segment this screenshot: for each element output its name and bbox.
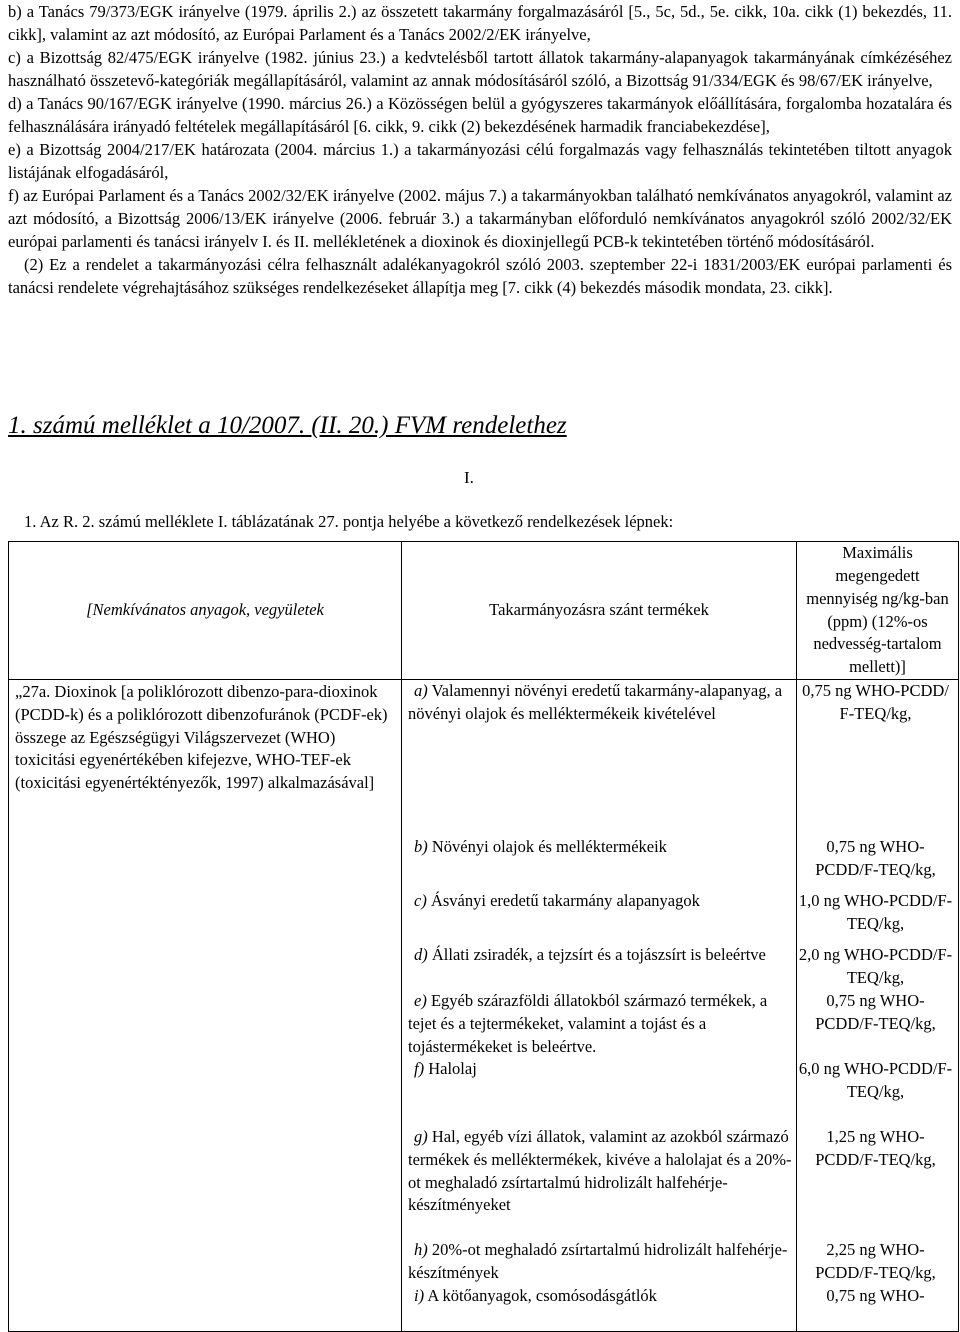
product-item (408, 990, 796, 1058)
header-substances: [Nemkívánatos anyagok, vegyületek (9, 542, 402, 680)
product-item-text: Ásványi eredetű takarmány alapanyagok (430, 891, 700, 910)
value-item: 2,25 ng WHO-PCDD/F-TEQ/kg, (815, 1240, 936, 1282)
product-item-text: A kötőanyagok, csomósodásgátlók (427, 1286, 657, 1305)
product-item-letter: e) (414, 991, 427, 1010)
product-item-letter: b) (414, 837, 428, 856)
value-item: 0,75 ng WHO-PCDD/ F-TEQ/kg, (802, 681, 949, 723)
annex-heading: 1. számú melléklet a 10/2007. (II. 20.) FVM rendelethez (8, 412, 567, 439)
intro-sentence: 1. Az R. 2. számú melléklete I. táblázatának 27. pontja helyébe a következő rendelkezések lépnek: (24, 512, 674, 531)
paragraph-2: (2) Ez a rendelet a takarmányozási célra felhasznált adalékanyagokról szóló 2003. szeptember 22-i 1831/2003/EK európai parlamenti és tanácsi rendelete végrehajtásához szükséges rendelkezéseket állapítja meg [7. cikk (4) bekezdés második mondata, 23. cikk]. (8, 255, 952, 297)
value-item: 2,0 ng WHO-PCDD/F-TEQ/kg, (798, 945, 953, 987)
substance-text: „27a. Dioxinok [a poliklórozott dibenzo-para-dioxinok (PCDD-k) és a poliklórozott dibenzofuránok (PCDF-ek) összege az Egészségügyi Világszervezet (WHO) toxicitási egyenértékében kifejezve, WHO-TEF-ek (toxicitási egyenértéktényezők, 1997) alkalmazásával] (15, 682, 388, 793)
product-item (408, 1285, 796, 1331)
values-cell (797, 680, 959, 1332)
paragraph-b: b) a Tanács 79/373/EGK irányelve (1979. április 2.) az összetett takarmány forgalmazásáról [5., 5c, 5d., 5e. cikk, 10a. cikk (1) bekezdés, 11. cikk], valamint az azt módosító, az Európai Parlament és a Tanács 2002/2/EK irányelve, (8, 2, 952, 44)
substance-cell (9, 680, 402, 1332)
value-item: 0,75 ng WHO-PCDD/F-TEQ/kg, (815, 991, 936, 1033)
table-header-row (9, 542, 959, 680)
header-max-amount: Maximális megengedett mennyiség ng/kg-ban (ppm) (12%-os nedvesség-tartalom mellett)] (797, 542, 959, 680)
value-item: 1,25 ng WHO-PCDD/F-TEQ/kg, (815, 1127, 936, 1169)
product-item-text: Növényi olajok és melléktermékeik (431, 837, 667, 856)
product-item-letter: c) (414, 891, 427, 910)
product-item-text: Egyéb szárazföldi állatokból származó termékek, a tejet és a tejtermékeket, valamint a tojást és a tojástermékeket is beleértve. (408, 991, 768, 1056)
product-item (408, 680, 796, 726)
paragraph-f: f) az Európai Parlament és a Tanács 2002/32/EK irányelve (2002. május 7.) a takarmányokban található nemkívánatos anyagokról, valamint az azt módosító, a Bizottság 2006/13/EK irányelve (2006. február 3.) a takarmányban előforduló nemkívánatos anyagokról szóló 2002/32/EK európai parlamenti és tanácsi irányelv I. és II. mellékletének a dioxinok és dioxinjellegű PCB-k tekintetében történő módosításáról. (8, 186, 952, 251)
product-item (408, 1239, 796, 1285)
product-item (408, 944, 796, 990)
paragraph-d: d) a Tanács 90/167/EGK irányelve (1990. március 26.) a Közösségen belül a gyógyszeres takarmányok előállítására, forgalomba hozatalára és felhasználására irányadó feltételek megállapításáról [6. cikk, 9. cikk (2) bekezdésének harmadik franciabekezdése], (8, 94, 952, 136)
product-item-text: Halolaj (428, 1059, 477, 1078)
product-item (408, 1058, 796, 1104)
header-products: Takarmányozásra szánt termékek (402, 542, 797, 680)
value-item: 1,0 ng WHO-PCDD/F-TEQ/kg, (798, 891, 953, 933)
product-item (408, 1126, 796, 1217)
value-item: 0,75 ng WHO- (826, 1286, 925, 1305)
value-item: 6,0 ng WHO-PCDD/F-TEQ/kg, (798, 1059, 953, 1101)
paragraph-c: c) a Bizottság 82/475/EGK irányelve (1982. június 23.) a kedvtelésből tartott állatok takarmány-alapanyagok takarmányának címkézéséhez használható összetevő-kategóriák megállapításáról, valamint az annak módosításáról szóló, a Bizottság 91/334/EGK és 98/67/EK irányelve, (8, 48, 952, 90)
product-item-text: Valamennyi növényi eredetű takarmány-alapanyag, a növényi olajok és melléktermékeik kivételével (408, 681, 783, 723)
product-item-letter: i) (414, 1286, 425, 1305)
section-roman-numeral: I. (464, 468, 474, 487)
paragraph-e: e) a Bizottság 2004/217/EK határozata (2004. március 1.) a takarmányozási célú forgalmazás vagy felhasználás tekintetében tiltott anyagok listájának elfogadásáról, (8, 140, 952, 182)
product-item (408, 890, 796, 936)
products-cell (402, 680, 797, 1332)
product-item-text: 20%-ot meghaladó zsírtartalmú hidrolizált halfehérje-készítmények (408, 1240, 788, 1282)
product-item-letter: h) (414, 1240, 428, 1259)
product-item-letter: g) (414, 1127, 428, 1146)
value-item: 0,75 ng WHO-PCDD/F-TEQ/kg, (815, 837, 936, 879)
product-item-letter: f) (414, 1059, 425, 1078)
product-item-text: Állati zsiradék, a tejzsírt és a tojászsírt is beleértve (431, 945, 766, 964)
product-item-text: Hal, egyéb vízi állatok, valamint az azokból származó termékek és melléktermékek, kivéve a halolajat és a 20%-ot meghaladó zsírtartalmú hidrolizált halfehérje-készítményeket (408, 1127, 792, 1215)
table-body-row (9, 680, 959, 1332)
limits-table (8, 541, 959, 1332)
top-text-block (8, 0, 952, 299)
product-item (408, 836, 796, 882)
product-item-letter: a) (414, 681, 428, 700)
product-item-letter: d) (414, 945, 428, 964)
